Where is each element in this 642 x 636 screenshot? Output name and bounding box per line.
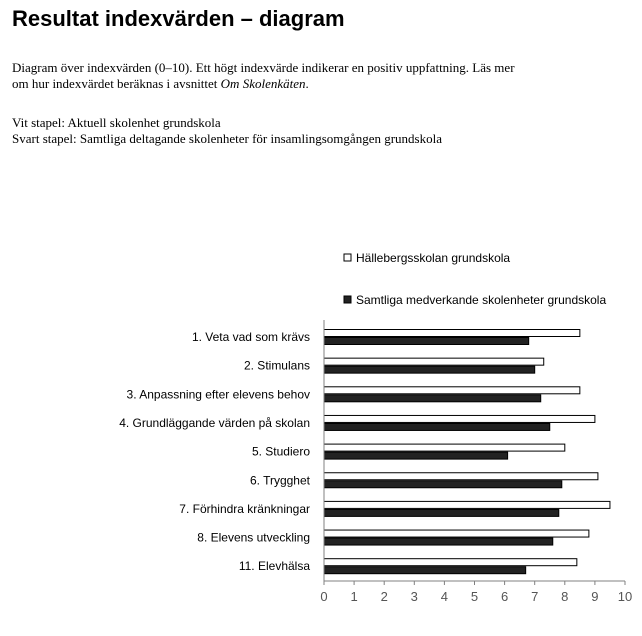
category-label: 6. Trygghet xyxy=(249,473,310,488)
bar-all-schools xyxy=(324,395,541,402)
category-label: 2. Stimulans xyxy=(243,358,310,373)
category-label: 11. Elevhälsa xyxy=(238,559,310,574)
legend-label-1: Hällebergsskolan grundskola xyxy=(356,251,511,265)
category-label: 8. Elevens utveckling xyxy=(197,530,310,545)
black-bar-note: Svart stapel: Samtliga deltagande skolenheter för insamlingsomgången grundskola xyxy=(12,131,442,146)
x-tick-label: 6 xyxy=(500,589,509,604)
intro-line-1: Diagram över indexvärden (0–10). Ett högt indexvärde indikerar en positiv uppfattning. Läs mer xyxy=(12,60,515,75)
category-label: 7. Förhindra kränkningar xyxy=(179,501,310,516)
category-label: 3. Anpassning efter elevens behov xyxy=(126,387,310,402)
intro-line-2-suffix: . xyxy=(305,76,309,91)
x-tick-label: 7 xyxy=(531,589,539,604)
category-label: 5. Studiero xyxy=(251,444,310,459)
x-tick-label: 9 xyxy=(591,589,599,604)
bar-school xyxy=(324,530,589,537)
bar-school xyxy=(324,387,580,394)
bar-all-schools xyxy=(324,338,529,345)
bar-school xyxy=(324,473,598,480)
x-tick-label: 8 xyxy=(561,589,569,604)
legend-label-2: Samtliga medverkande skolenheter grundskola xyxy=(356,293,607,307)
bar-school xyxy=(324,444,565,451)
page-title: Resultat indexvärden – diagram xyxy=(12,6,345,31)
white-bar-note: Vit stapel: Aktuell skolenhet grundskola xyxy=(12,115,221,130)
bar-school xyxy=(324,559,577,566)
section-reference: Om Skolenkäten xyxy=(220,76,306,91)
bar-school xyxy=(324,330,580,337)
bar-all-schools xyxy=(324,481,562,488)
bar-all-schools xyxy=(324,423,550,430)
intro-line-2-prefix: om hur indexvärdet beräknas i avsnittet xyxy=(12,76,221,91)
bar-school xyxy=(324,358,544,365)
legend-swatch-2 xyxy=(344,296,351,303)
bar-school xyxy=(324,501,610,508)
category-label: 4. Grundläggande värden på skolan xyxy=(119,415,310,430)
category-label: 1. Veta vad som krävs xyxy=(191,330,310,344)
bar-all-schools xyxy=(324,567,526,574)
legend-swatch-1 xyxy=(344,254,351,261)
x-tick-label: 0 xyxy=(320,589,328,604)
x-tick-label: 10 xyxy=(617,589,633,604)
bar-school xyxy=(324,415,595,422)
x-tick-label: 5 xyxy=(470,589,479,604)
bar-all-schools xyxy=(324,452,508,459)
bar-all-schools xyxy=(324,538,553,545)
x-tick-label: 4 xyxy=(440,589,449,604)
bar-all-schools xyxy=(324,366,535,373)
x-tick-label: 2 xyxy=(380,589,388,604)
x-tick-label: 3 xyxy=(410,589,418,604)
bar-all-schools xyxy=(324,509,559,516)
x-tick-label: 1 xyxy=(350,589,358,604)
